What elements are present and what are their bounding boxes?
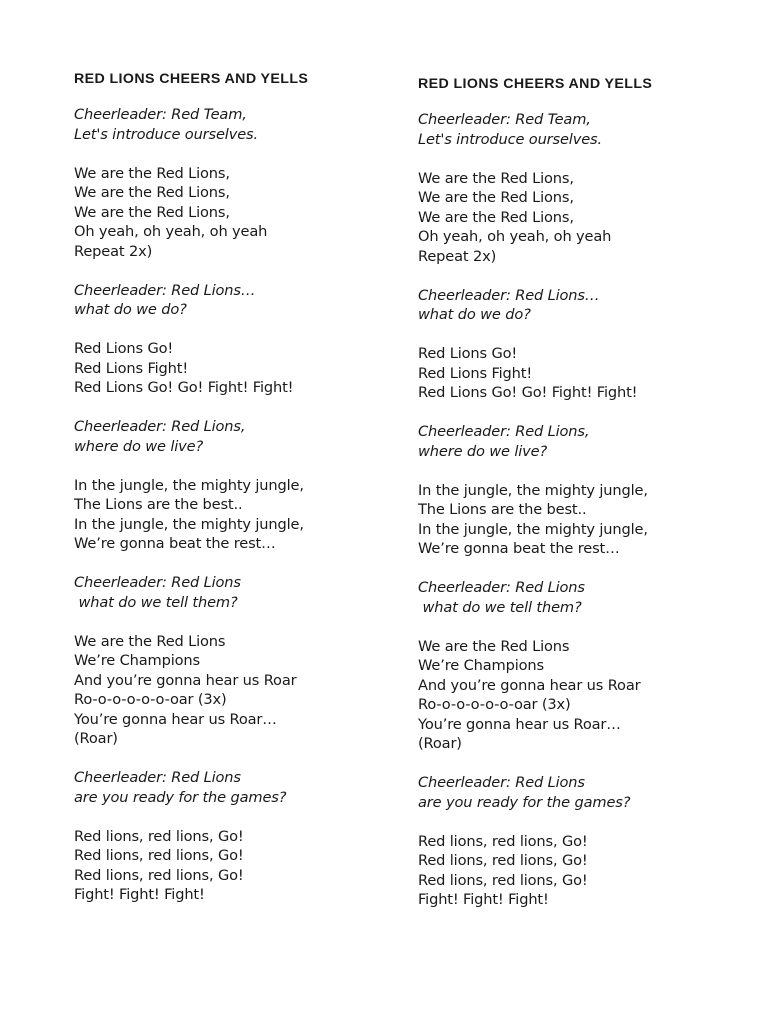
- lyric-line: Oh yeah, oh yeah, oh yeah: [418, 228, 612, 245]
- lyric-line: And you’re gonna hear us Roar: [74, 671, 297, 689]
- cheerleader-call: [74, 768, 404, 807]
- lyric-line: Red lions, red lions, Go!: [74, 827, 244, 845]
- stanza-list: [418, 110, 748, 910]
- stanza-list: [74, 105, 404, 905]
- lyric-line: Ro-o-o-o-o-o-oar (3x): [418, 696, 571, 713]
- lyric-line: Red Lions Go! Go! Fight! Fight!: [418, 384, 638, 401]
- lyric-line: Cheerleader: Red Lions…: [74, 281, 256, 299]
- lyric-line: We are the Red Lions: [74, 632, 226, 650]
- lyric-line: Cheerleader: Red Lions,: [418, 423, 590, 440]
- lyric-line: We are the Red Lions,: [418, 189, 574, 206]
- lyric-line: Cheerleader: Red Lions: [418, 774, 585, 791]
- cheerleader-call: [418, 578, 748, 617]
- lyric-line: We’re Champions: [74, 652, 200, 669]
- lyric-line: Red Lions Fight!: [418, 364, 533, 382]
- lyric-line: Fight! Fight! Fight!: [418, 891, 549, 908]
- lyric-line: We are the Red Lions,: [74, 184, 230, 201]
- document-title: RED LIONS CHEERS AND YELLS: [418, 76, 653, 92]
- lyric-line: In the jungle, the mighty jungle,: [74, 476, 304, 494]
- lyric-line: And you’re gonna hear us Roar: [418, 676, 641, 694]
- cheer-response: [74, 632, 404, 749]
- lyric-line: Repeat 2x): [418, 247, 497, 265]
- lyric-line: Fight! Fight! Fight!: [74, 886, 205, 903]
- lyric-line: Red Lions Go!: [74, 340, 174, 357]
- lyric-line: Red Lions Go!: [418, 345, 518, 362]
- lyric-line: Cheerleader: Red Lions,: [74, 418, 246, 435]
- lyric-line: are you ready for the games?: [74, 788, 287, 806]
- cheerleader-call: [74, 417, 404, 456]
- lyric-line: Red lions, red lions, Go!: [418, 832, 588, 850]
- lyric-line: Let's introduce ourselves.: [74, 125, 258, 143]
- lyric-line: Red lions, red lions, Go!: [74, 866, 244, 884]
- cheer-response: [418, 832, 748, 910]
- lyric-line: Oh yeah, oh yeah, oh yeah: [74, 223, 268, 240]
- lyric-line: Cheerleader: Red Team,: [418, 111, 591, 128]
- lyric-line: We’re gonna beat the rest…: [418, 540, 620, 557]
- lyric-line: Red Lions Fight!: [74, 359, 189, 377]
- lyric-line: what do we do?: [418, 306, 531, 323]
- document-title: RED LIONS CHEERS AND YELLS: [74, 71, 309, 87]
- lyric-line: Cheerleader: Red Team,: [74, 106, 247, 123]
- lyric-line: (Roar): [418, 735, 462, 752]
- lyric-line: what do we tell them?: [74, 593, 238, 611]
- lyrics-column-left: [74, 69, 404, 924]
- lyric-line: Red lions, red lions, Go!: [74, 847, 244, 864]
- lyric-line: Cheerleader: Red Lions: [74, 574, 241, 591]
- lyric-line: where do we live?: [418, 442, 548, 460]
- lyric-line: In the jungle, the mighty jungle,: [74, 515, 304, 533]
- cheer-response: [418, 481, 748, 559]
- lyrics-column-right: [418, 74, 748, 929]
- lyric-line: Red lions, red lions, Go!: [418, 852, 588, 869]
- lyric-line: We’re gonna beat the rest…: [74, 535, 276, 552]
- lyric-line: We’re Champions: [418, 657, 544, 674]
- lyric-line: Let's introduce ourselves.: [418, 130, 602, 148]
- lyric-line: Ro-o-o-o-o-o-oar (3x): [74, 691, 227, 708]
- lyric-line: We are the Red Lions,: [418, 169, 574, 187]
- lyric-line: The Lions are the best..: [418, 501, 587, 518]
- cheer-response: [74, 164, 404, 262]
- cheerleader-call: [418, 773, 748, 812]
- cheerleader-call: [74, 281, 404, 320]
- cheer-response: [418, 344, 748, 403]
- lyric-line: In the jungle, the mighty jungle,: [418, 520, 648, 538]
- lyric-line: Cheerleader: Red Lions: [74, 769, 241, 786]
- lyric-line: You’re gonna hear us Roar…: [74, 710, 277, 728]
- cheerleader-call: [74, 573, 404, 612]
- cheerleader-call: [418, 286, 748, 325]
- lyric-line: Red Lions Go! Go! Fight! Fight!: [74, 379, 294, 396]
- cheerleader-call: [418, 422, 748, 461]
- lyric-line: Repeat 2x): [74, 242, 153, 260]
- lyric-line: You’re gonna hear us Roar…: [418, 715, 621, 733]
- cheerleader-call: [74, 105, 404, 144]
- cheer-response: [74, 476, 404, 554]
- lyric-line: We are the Red Lions,: [418, 208, 574, 226]
- lyric-line: The Lions are the best..: [74, 496, 243, 513]
- cheer-response: [418, 637, 748, 754]
- lyric-line: We are the Red Lions: [418, 637, 570, 655]
- lyric-line: In the jungle, the mighty jungle,: [418, 481, 648, 499]
- cheerleader-call: [418, 110, 748, 149]
- lyric-line: Red lions, red lions, Go!: [418, 871, 588, 889]
- lyric-line: We are the Red Lions,: [74, 203, 230, 221]
- cheer-response: [74, 339, 404, 398]
- lyric-line: where do we live?: [74, 437, 204, 455]
- lyric-line: Cheerleader: Red Lions…: [418, 286, 600, 304]
- lyric-line: We are the Red Lions,: [74, 164, 230, 182]
- lyric-line: (Roar): [74, 730, 118, 747]
- lyric-line: are you ready for the games?: [418, 793, 631, 811]
- cheer-response: [418, 169, 748, 267]
- lyric-line: Cheerleader: Red Lions: [418, 579, 585, 596]
- cheer-response: [74, 827, 404, 905]
- lyric-line: what do we tell them?: [418, 598, 582, 616]
- lyric-line: what do we do?: [74, 301, 187, 318]
